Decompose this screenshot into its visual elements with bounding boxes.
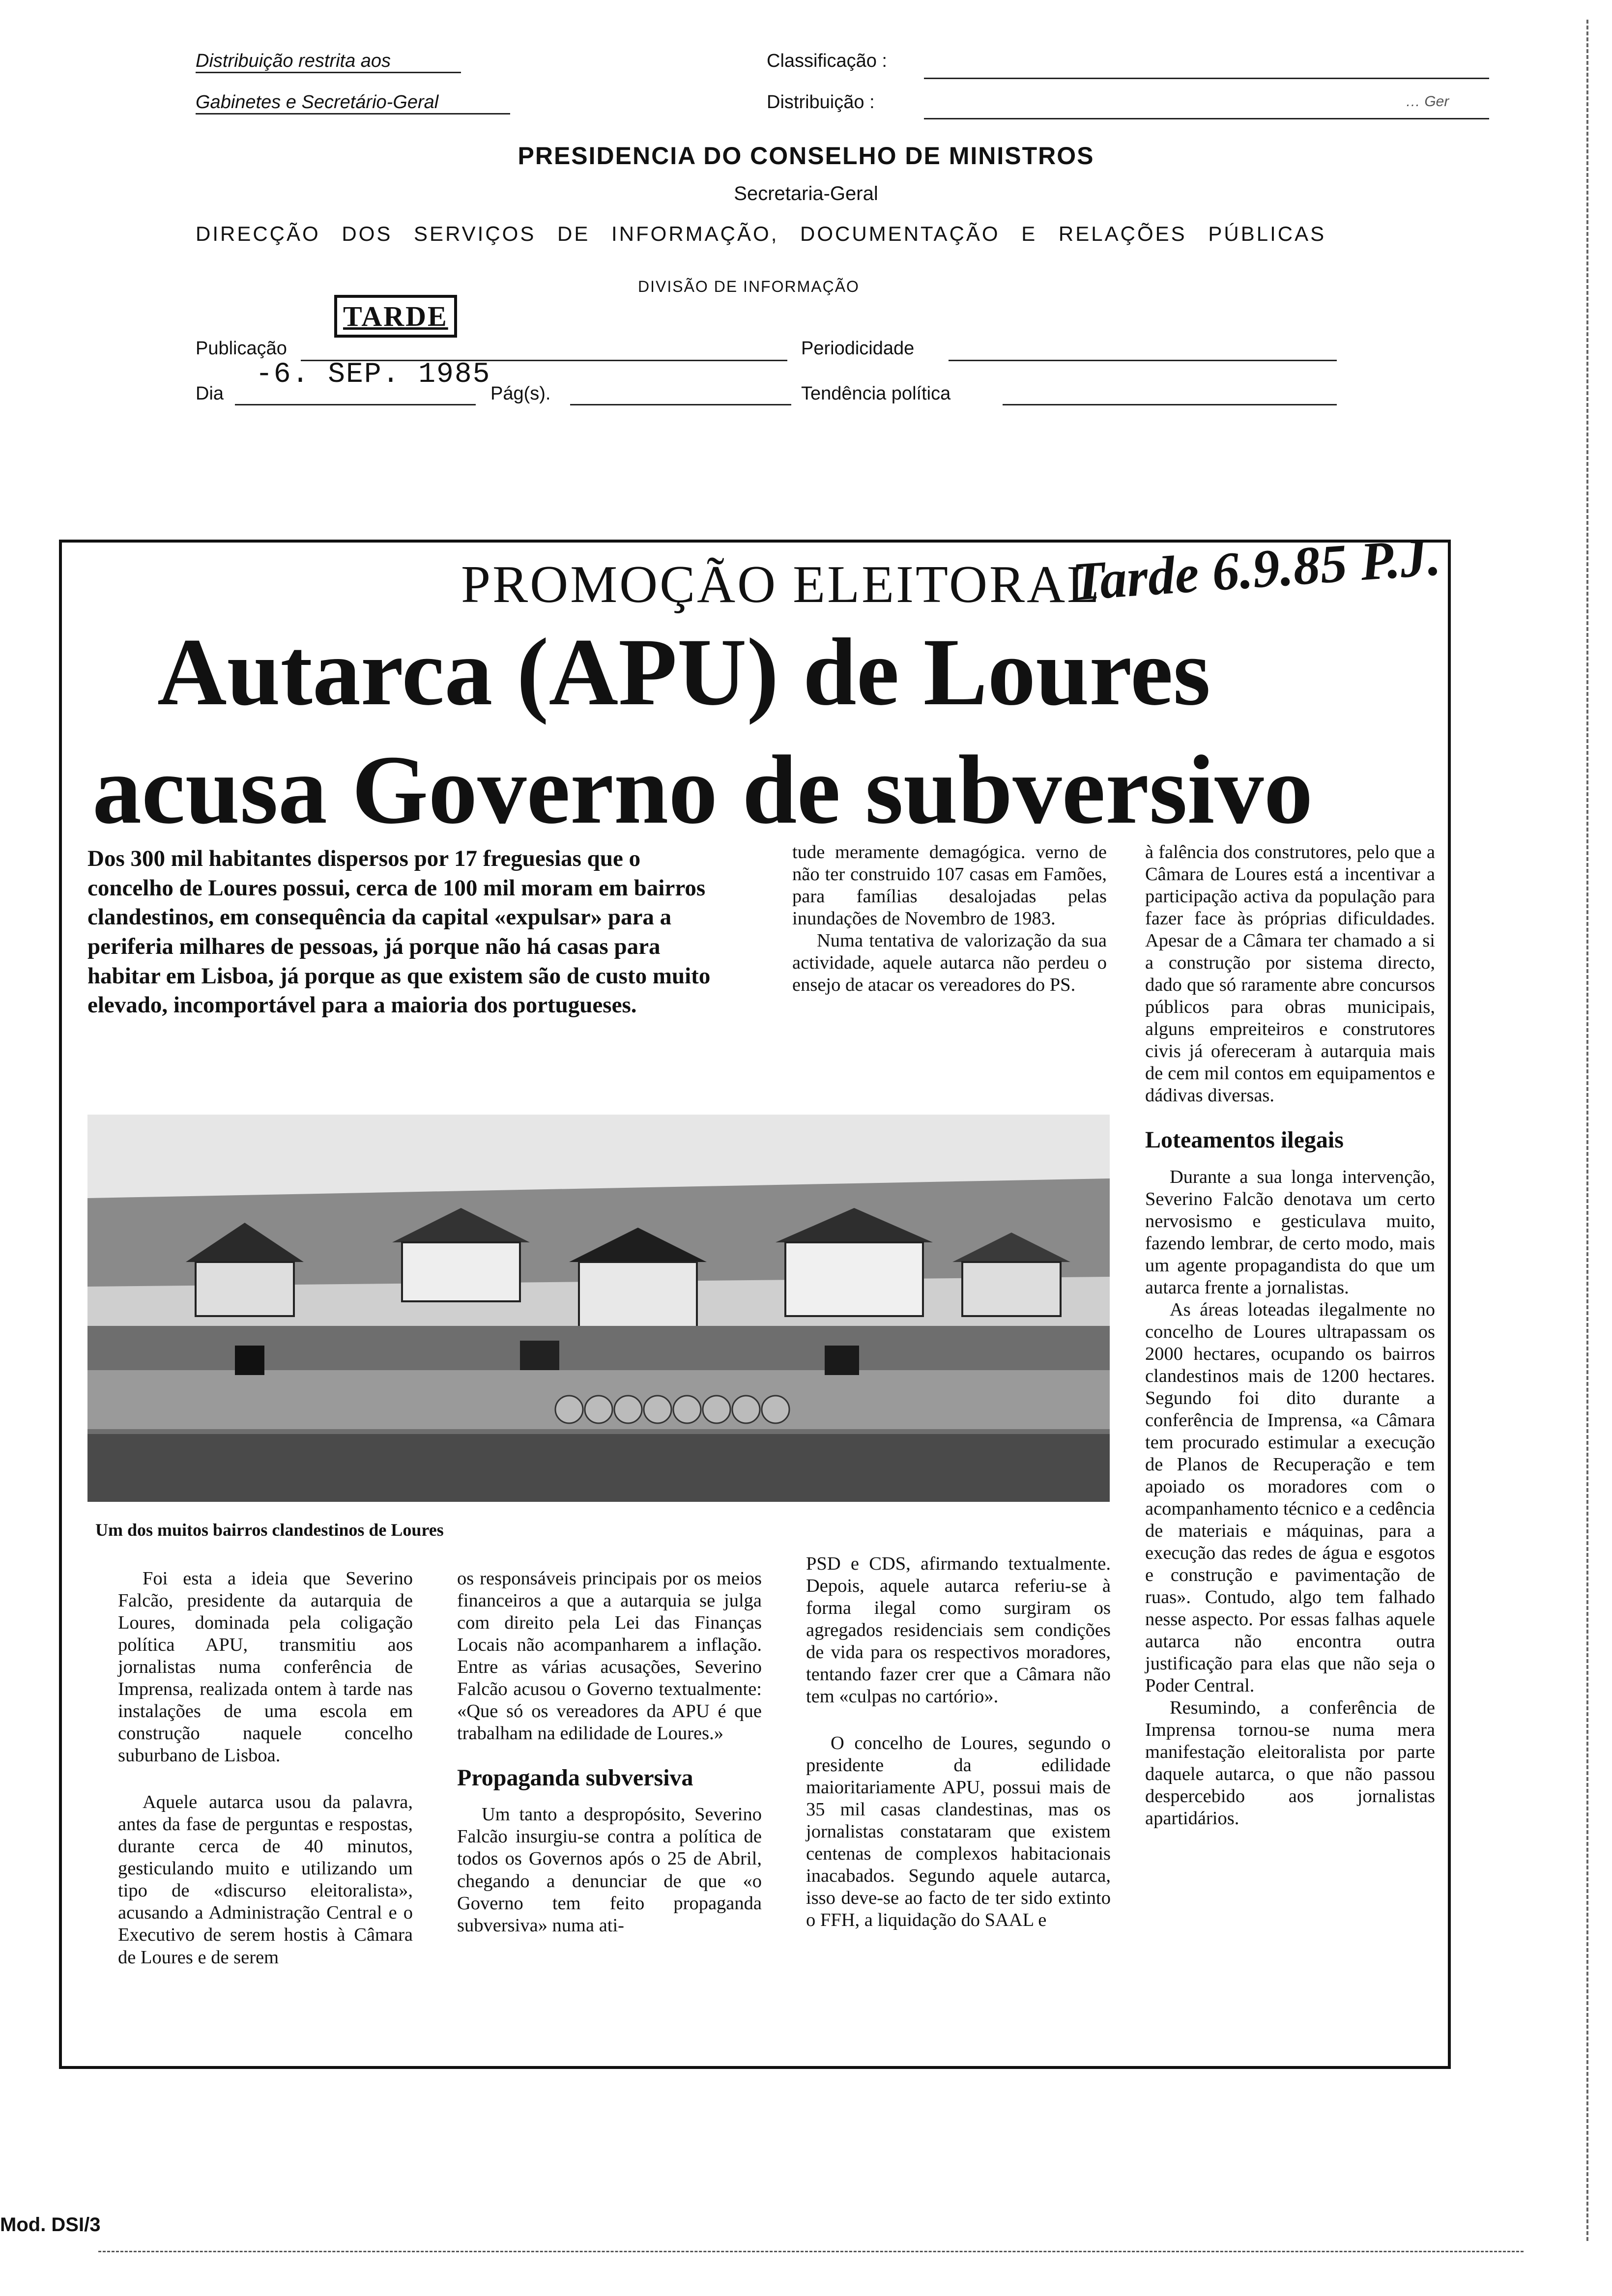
column-bottom-2	[457, 1568, 762, 1937]
paragraph: à falência dos construtores, pelo que a Câmara de Loures está a incentivar a participação activa da população para fazer face às próprias dificuldades. Apesar de a Câmara ter chamado a si a construção por sistema directo, dado que só raramente abre concursos públicos para obras municipais, alguns empreiteiros e construtores civis já ofereceram à autarquia mais de cem mil contos em equipamentos e dádivas diversas.	[1145, 842, 1435, 1106]
classification-label: Classificação :	[767, 51, 887, 71]
distribution-value: … Ger	[1406, 93, 1449, 110]
date-stamp: -6. SEP. 1985	[256, 359, 491, 391]
column-bottom-3	[806, 1553, 1111, 1932]
political-tendency-label: Tendência política	[801, 383, 951, 404]
classification-line	[924, 78, 1489, 79]
headline-line-2: acusa Governo de subversivo	[92, 736, 1313, 844]
photo-caption: Um dos muitos bairros clandestinos de Loures	[95, 1520, 444, 1540]
directorate-title: DIRECÇÃO DOS SERVIÇOS DE INFORMAÇÃO, DOCUMENTAÇÃO E RELAÇÕES PÚBLICAS	[196, 222, 1326, 245]
paragraph: Aquele autarca usou da palavra, antes da fase de perguntas e respostas, durante cerca de 40 minutos, gesticulando muito e utilizando um tipo de «discurso eleitoralista», acusando a Administração Central e o Executivo de serem hostis à Câmara de Loures e de serem	[118, 1792, 413, 1968]
distribution-restricted-line2: Gabinetes e Secretário-Geral	[196, 92, 510, 115]
periodicity-line	[949, 360, 1337, 361]
subheading-propaganda: Propaganda subversiva	[457, 1765, 693, 1791]
form-code: Mod. DSI/3	[0, 2214, 101, 2236]
publication-stamp: TARDE	[334, 295, 457, 338]
paragraph: Um tanto a despropósito, Severino Falcão insurgiu-se contra a política de todos os Governos após o 25 de Abril, chegando a denunciar de que «o Governo tem feito propaganda subversiva» numa ati-	[457, 1804, 762, 1936]
political-tendency-line	[1003, 404, 1337, 405]
column-top-middle	[792, 841, 1107, 996]
org-subtitle: Secretaria-Geral	[734, 183, 878, 204]
paragraph: PSD e CDS, afirmando textualmente. Depois, aquele autarca referiu-se à forma ilegal como surgiram os agregados residenciais sem condições de vida para os respectivos moradores, tentando fazer crer que a Câmara não tem «culpas no cartório».	[806, 1553, 1111, 1707]
distribution-line	[924, 118, 1489, 119]
paragraph: os responsáveis principais por os meios financeiros a que a autarquia se julga com direito pela Lei das Finanças Locais não acompanharem a inflação. Entre as várias acusações, Severino Falcão acusou o Governo textualmente: «Que só os vereadores da APU é que trabalham na edilidade de Loures.»	[457, 1568, 762, 1744]
page-edge-dashes	[1586, 20, 1588, 2241]
distribution-restricted-line1: Distribuição restrita aos	[196, 51, 461, 73]
column-bottom-1	[118, 1568, 413, 1969]
paragraph: O concelho de Loures, segundo o presidente da edilidade maioritariamente APU, possui mais de 35 mil casas clandestinas, mas os jornalistas constataram que existem centenas de complexos habitacionais inacabados. Segundo aquele autarca, isso deve-se ao facto de ter sido extinto o FFH, a liquidação do SAAL e	[806, 1733, 1111, 1931]
publication-label: Publicação	[196, 338, 287, 359]
periodicity-label: Periodicidade	[801, 338, 915, 359]
paragraph: Resumindo, a conferência de Imprensa tornou-se numa mera manifestação eleitoralista por parte daquele autarca, o que não passou despercebido aos jornalistas apartidários.	[1145, 1697, 1435, 1829]
column-right	[1145, 841, 1435, 1830]
paragraph: As áreas loteadas ilegalmente no concelho de Loures ultrapassam os 2000 hectares, ocupando os bairros clandestinos mais de 1200 hectares. Segundo foi dito durante a conferência de Imprensa, «a Câmara tem procurado estimular a execução de Planos de Recuperação e tem apoiado os moradores com o acompanhamento técnico e a cedência de materiais e máquinas, para a execução das redes de água e esgotos e construção e pavimentação de ruas». Contudo, algo tem falhado nesse aspecto. Por essas falhas aquele autarca não encontra outra justificação para elas que não seja o Poder Central.	[1145, 1299, 1436, 1696]
photo-clandestine-neighbourhood	[87, 1115, 1110, 1502]
article-kicker: PROMOÇÃO ELEITORAL	[461, 555, 1102, 614]
article-photo	[87, 1115, 1110, 1502]
division-title: DIVISÃO DE INFORMAÇÃO	[638, 278, 860, 295]
org-title: PRESIDENCIA DO CONSELHO DE MINISTROS	[518, 142, 1094, 170]
paragraph: Durante a sua longa intervenção, Severino Falcão denotava um certo nervosismo e gesticulava muito, fazendo lembrar, de certo modo, mais um agente propagandista do que um autarca frente a jornalistas.	[1145, 1166, 1435, 1298]
day-label: Dia	[196, 383, 224, 404]
footer-dashes	[98, 2251, 1524, 2252]
day-line	[235, 404, 476, 405]
paragraph: tude meramente demagógica. verno de não ter construido 107 casas em Famões, para famílias desalojadas pelas inundações de Novembro de 1983.	[792, 842, 1107, 929]
handwritten-annotation: Tarde 6.9.85 P.J.	[1069, 526, 1443, 612]
pages-label: Pág(s).	[490, 383, 551, 404]
subheading-loteamentos: Loteamentos ilegais	[1145, 1127, 1344, 1153]
pages-line	[570, 404, 791, 405]
distribution-label: Distribuição :	[767, 92, 875, 113]
paragraph: Numa tentativa de valorização da sua actividade, aquele autarca não perdeu o ensejo de atacar os vereadores do PS.	[792, 930, 1107, 996]
paragraph: Foi esta a ideia que Severino Falcão, presidente da autarquia de Loures, dominada pela coligação política APU, transmitiu aos jornalistas numa conferência de Imprensa, realizada ontem à tarde nas instalações de uma escola em construção naquele concelho suburbano de Lisboa.	[118, 1568, 413, 1766]
headline-line-1: Autarca (APU) de Loures	[157, 619, 1211, 725]
article-lead: Dos 300 mil habitantes dispersos por 17 freguesias que o concelho de Loures possui, cerca de 100 mil moram em bairros clandestinos, em consequência da capital «expulsar» para a periferia milhares de pessoas, já porque não há casas para habitar em Lisboa, já porque as que existem são de custo muito elevado, incomportável para a maioria dos portugueses.	[87, 846, 711, 1018]
